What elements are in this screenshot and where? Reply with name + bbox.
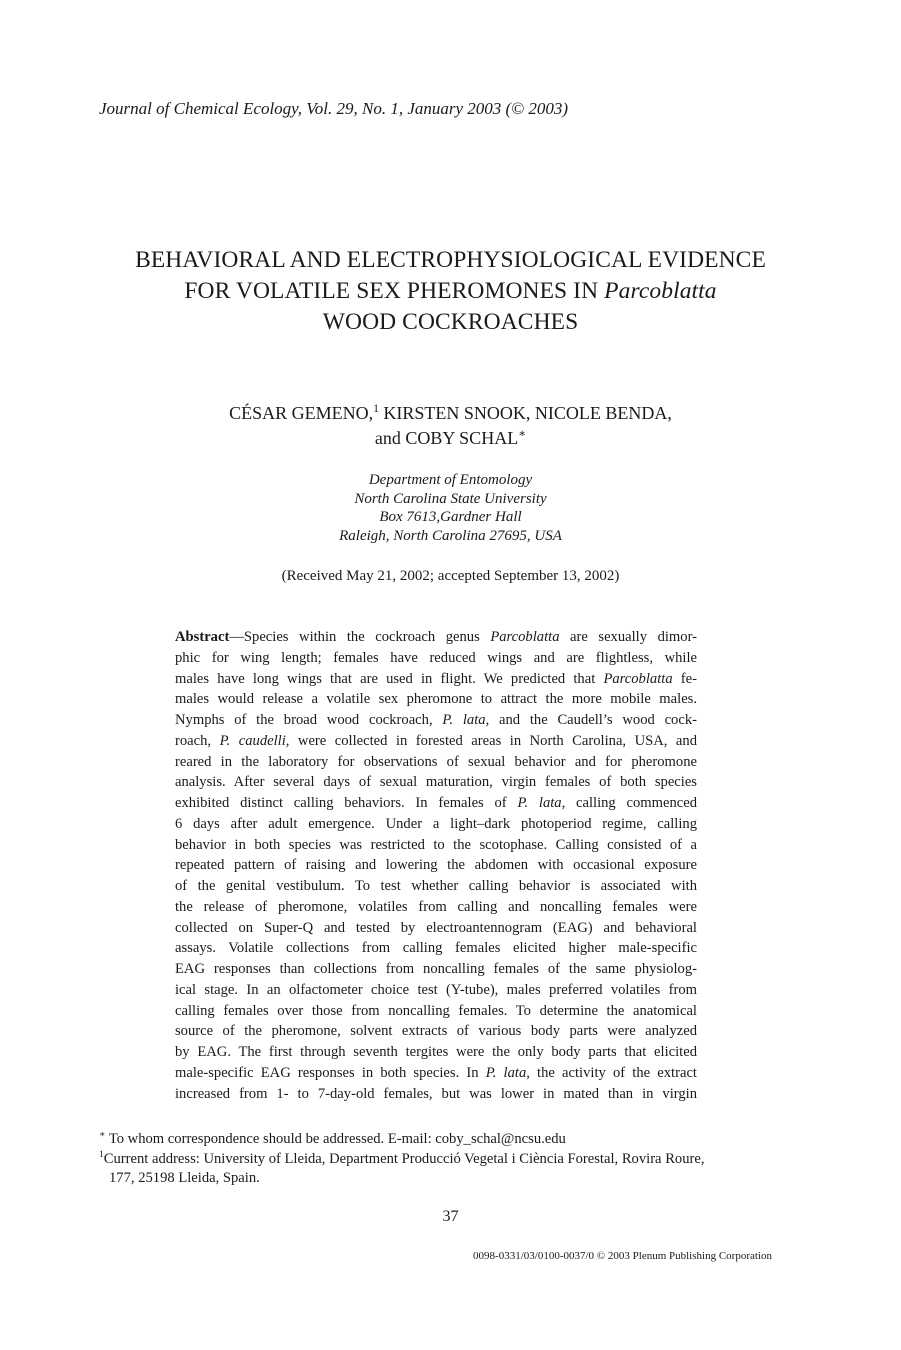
affiliation-line: North Carolina State University (354, 490, 547, 507)
authors-line-1 (60, 401, 841, 426)
title-genus: Parcoblatta (604, 278, 717, 304)
abstract-line: ical stage. In an olfactometer choice test (Y-tube), males preferred volatiles from (175, 981, 697, 998)
authors-rest: KIRSTEN SNOOK, NICOLE BENDA, (378, 403, 672, 423)
abstract-line: males would release a volatile sex pheromone to attract the more mobile males. (175, 691, 697, 708)
authors-line-2 (60, 426, 841, 451)
affiliation-line: Box 7613,Gardner Hall (379, 509, 522, 526)
abstract-line: 6 days after adult emergence. Under a light–dark photoperiod regime, calling (175, 815, 697, 832)
abstract-line: calling females over those from noncalling females. To determine the anatomical (175, 1002, 697, 1019)
author-list (60, 401, 841, 451)
abstract-line: source of the pheromone, solvent extracts of various body parts were analyzed (175, 1023, 697, 1040)
affiliation-mark-1: 1 (373, 402, 379, 415)
abstract-line: male-specific EAG responses in both species. In P. lata, the activity of the extract (175, 1064, 697, 1081)
abstract-line: the release of pheromone, volatiles from calling and noncalling females were (175, 898, 697, 915)
copyright-line: 0098-0331/03/0100-0037/0 © 2003 Plenum Publishing Corporation (473, 1250, 772, 1262)
abstract-line: males have long wings that are used in flight. We predicted that Parcoblatta fe- (175, 670, 697, 687)
author-schal: and COBY SCHAL (374, 428, 519, 448)
footnotes (99, 1130, 779, 1189)
abstract (175, 627, 697, 1104)
paper-title (60, 245, 841, 338)
title-line-2 (60, 276, 841, 307)
abstract-line: by EAG. The first through seventh tergites were the only body parts that elicited (175, 1044, 697, 1060)
title-line-3: WOOD COCKROACHES (322, 309, 579, 335)
footnote-current-address: $^1$Current address: University of Lleida, Department Producció Vegetal i Ciència Forestal, Rovira Roure, (99, 1149, 705, 1167)
correspondence-mark: ∗ (518, 427, 527, 440)
abstract-line: Nymphs of the broad wood cockroach, P. lata, and the Caudell’s wood cock- (175, 712, 697, 728)
abstract-line: behavior in both species was restricted to the scotophase. Calling consisted of a (175, 836, 697, 853)
title-line-2-text: FOR VOLATILE SEX PHEROMONES IN (184, 278, 605, 304)
abstract-line: analysis. After several days of sexual maturation, virgin females of both species (175, 774, 697, 791)
abstract-line: repeated pattern of raising and lowering the abdomen with occasional exposure (175, 857, 697, 874)
abstract-line: reared in the laboratory for observations of sexual behavior and for pheromone (175, 753, 697, 770)
footnote-current-address-cont: 177, 25198 Lleida, Spain. (109, 1170, 260, 1186)
abstract-label: Abstract (175, 629, 230, 645)
affiliation-line: Department of Entomology (368, 472, 533, 488)
abstract-line: of the genital vestibulum. To test whether calling behavior is associated with (175, 878, 697, 894)
abstract-line: exhibited distinct calling behaviors. In females of P. lata, calling commenced (175, 795, 697, 811)
abstract-line: EAG responses than collections from noncalling females of the same physiolog- (175, 961, 697, 977)
footnote-correspondence: ∗ To whom correspondence should be addressed. E-mail: coby_schal@ncsu.edu (99, 1130, 566, 1147)
title-line-1: BEHAVIORAL AND ELECTROPHYSIOLOGICAL EVIDENCE (135, 247, 766, 273)
abstract-line: Abstract—Species within the cockroach genus Parcoblatta are sexually dimor- (175, 629, 697, 645)
journal-header: Journal of Chemical Ecology, Vol. 29, No. 1, January 2003 (© 2003) (99, 99, 569, 118)
abstract-line: increased from 1- to 7-day-old females, but was lower in mated than in virgin (175, 1085, 697, 1102)
abstract-line: phic for wing length; females have reduced wings and are flightless, while (175, 649, 697, 666)
affiliation-line: Raleigh, North Carolina 27695, USA (339, 528, 562, 545)
affiliation-block (200, 471, 701, 546)
abstract-line: roach, P. caudelli, were collected in forested areas in North Carolina, USA, and (175, 732, 697, 749)
author-gemeno: CÉSAR GEMENO, (229, 403, 374, 423)
received-dates: (Received May 21, 2002; accepted September 13, 2002) (281, 568, 620, 584)
abstract-line: assays. Volatile collections from calling females elicited higher male-specific (175, 940, 697, 957)
abstract-line: collected on Super-Q and tested by electroantennogram (EAG) and behavioral (175, 919, 697, 936)
page-number: 37 (442, 1208, 459, 1225)
